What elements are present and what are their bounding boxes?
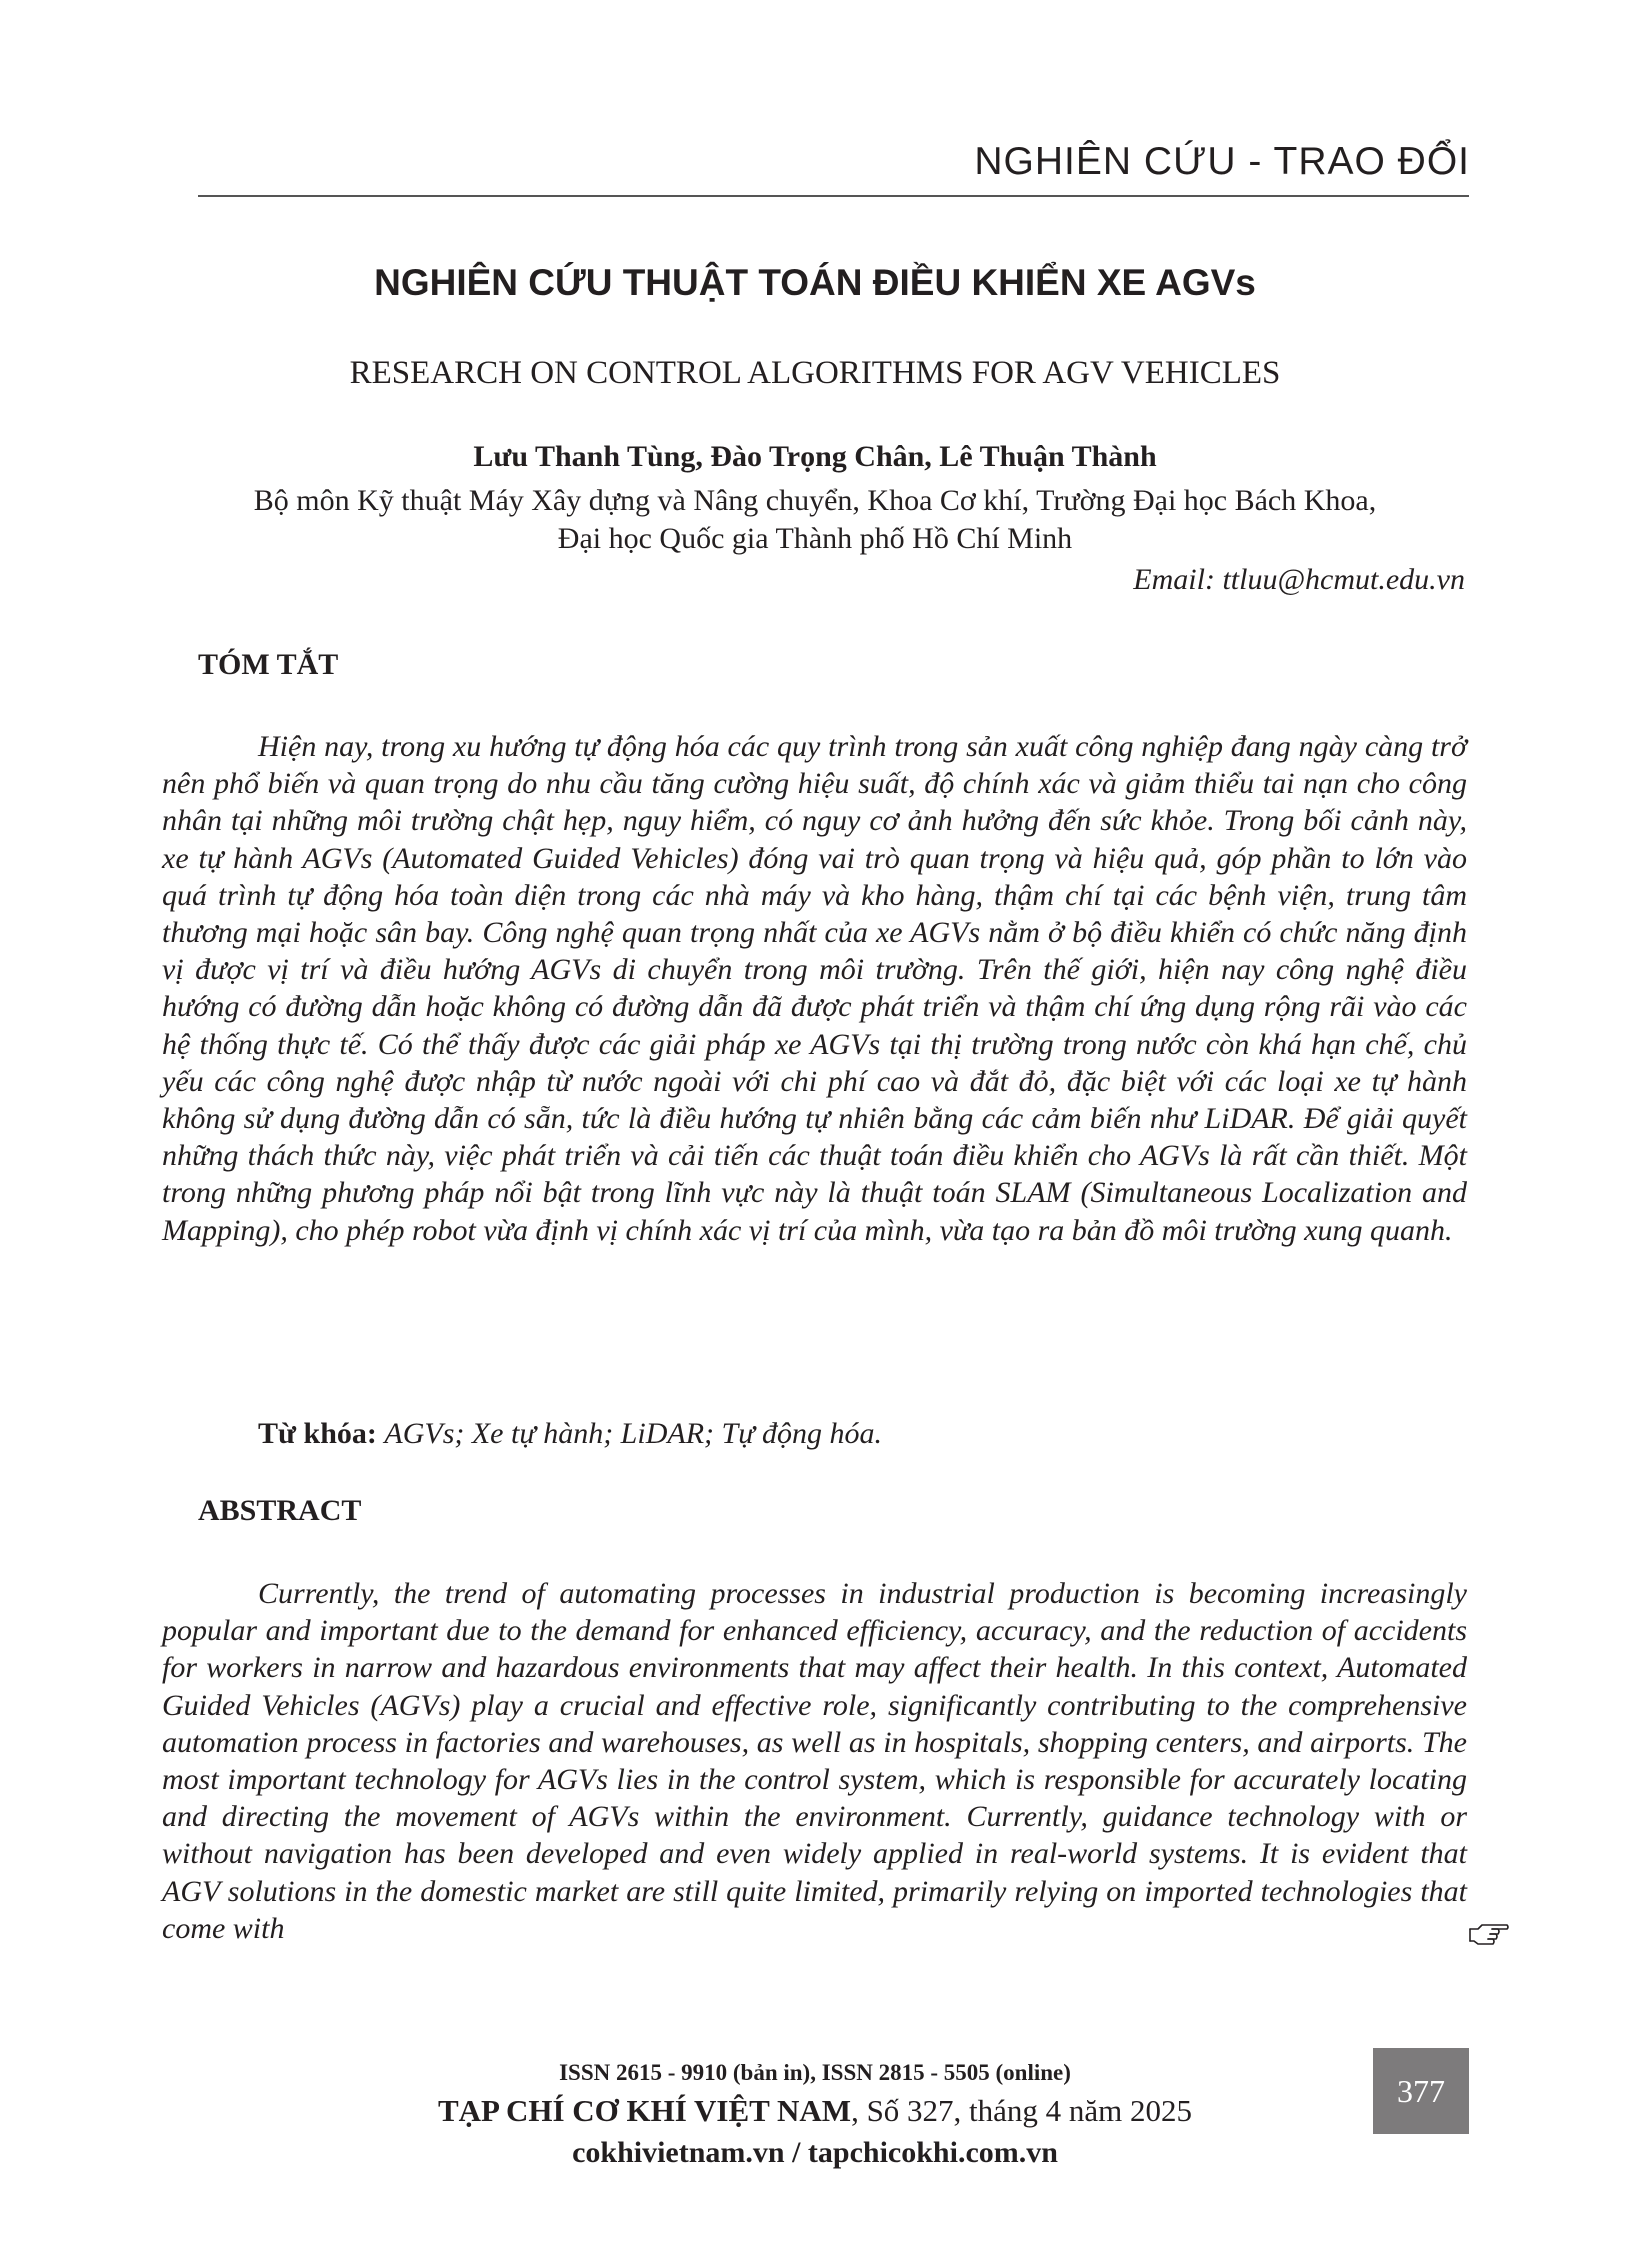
pointing-hand-icon	[1468, 1920, 1510, 1948]
journal-issue: , Số 327, tháng 4 năm 2025	[851, 2093, 1193, 2128]
footer-issn: ISSN 2615 - 9910 (bản in), ISSN 2815 - 5505 (online)	[559, 2060, 1071, 2085]
paper-title: NGHIÊN CỨU THUẬT TOÁN ĐIỀU KHIỂN XE AGVs	[374, 262, 1256, 303]
keywords-text: AGVs; Xe tự hành; LiDAR; Tự động hóa.	[384, 1417, 883, 1450]
keywords-label: Từ khóa:	[258, 1417, 377, 1450]
footer-website: cokhivietnam.vn / tapchicokhi.com.vn	[572, 2136, 1058, 2169]
abstract-heading: ABSTRACT	[198, 1494, 362, 1527]
affiliation-line-1: Bộ môn Kỹ thuật Máy Xây dựng và Nâng chuyển, Khoa Cơ khí, Trường Đại học Bách Khoa,	[253, 484, 1377, 517]
journal-name: TẠP CHÍ CƠ KHÍ VIỆT NAM	[437, 2093, 852, 2128]
author-email: Email: ttluu@hcmut.edu.vn	[1133, 563, 1465, 596]
summary-heading: TÓM TẮT	[198, 648, 339, 681]
authors: Lưu Thanh Tùng, Đào Trọng Chân, Lê Thuận Thành	[473, 440, 1157, 473]
header-rule	[198, 195, 1469, 197]
page-number: 377	[1373, 2048, 1469, 2134]
section-label: NGHIÊN CỨU - TRAO ĐỔI	[974, 140, 1470, 183]
keywords	[258, 1417, 882, 1451]
abstract-text: Currently, the trend of automating processes in industrial production is becoming increasingly popular and important due to the demand for enhanced efficiency, accuracy, and the reduction of accidents for workers in narrow and hazardous environments that may affect their health. In this context, Automated Guided Vehicles (AGVs) play a crucial and effective role, significantly contributing to the comprehensive automation process in factories and warehouses, as well as in hospitals, shopping centers, and airports. The most important technology for AGVs lies in the control system, which is responsible for accurately locating and directing the movement of AGVs within the environment. Currently, guidance technology with or without navigation has been developed and even widely applied in real-world systems. It is evident that AGV solutions in the domestic market are still quite limited, primarily relying on imported technologies that come with	[162, 1577, 1467, 1945]
paper-subtitle: RESEARCH ON CONTROL ALGORITHMS FOR AGV VEHICLES	[349, 355, 1281, 391]
affiliation-line-2: Đại học Quốc gia Thành phố Hồ Chí Minh	[557, 522, 1073, 555]
summary-text: Hiện nay, trong xu hướng tự động hóa các quy trình trong sản xuất công nghiệp đang ngày càng trở nên phổ biến và quan trọng do nhu cầu tăng cường hiệu suất, độ chính xác và giảm thiểu tai nạn cho công nhân tại những môi trường chật hẹp, nguy hiểm, có nguy cơ ảnh hưởng đến sức khỏe. Trong bối cảnh này, xe tự hành AGVs (Automated Guided Vehicles) đóng vai trò quan trọng và hiệu quả, góp phần to lớn vào quá trình tự động hóa toàn diện trong các nhà máy và kho hàng, thậm chí tại các bệnh viện, trung tâm thương mại hoặc sân bay. Công nghệ quan trọng nhất của xe AGVs nằm ở bộ điều khiển có chức năng định vị được vị trí và điều hướng AGVs di chuyển trong môi trường. Trên thế giới, hiện nay công nghệ điều hướng có đường dẫn hoặc không có đường dẫn đã được phát triển và thậm chí ứng dụng rộng rãi vào các hệ thống thực tế. Có thể thấy được các giải pháp xe AGVs tại thị trường trong nước còn khá hạn chế, chủ yếu các công nghệ được nhập từ nước ngoài với chi phí cao và đắt đỏ, đặc biệt với các loại xe tự hành không sử dụng đường dẫn có sẵn, tức là điều hướng tự nhiên bằng các cảm biến như LiDAR. Để giải quyết những thách thức này, việc phát triển và cải tiến các thuật toán điều khiển cho AGVs là rất cần thiết. Một trong những phương pháp nổi bật trong lĩnh vực này là thuật toán SLAM (Simultaneous Localization and Mapping), cho phép robot vừa định vị chính xác vị trí của mình, vừa tạo ra bản đồ môi trường xung quanh.	[162, 730, 1467, 1247]
